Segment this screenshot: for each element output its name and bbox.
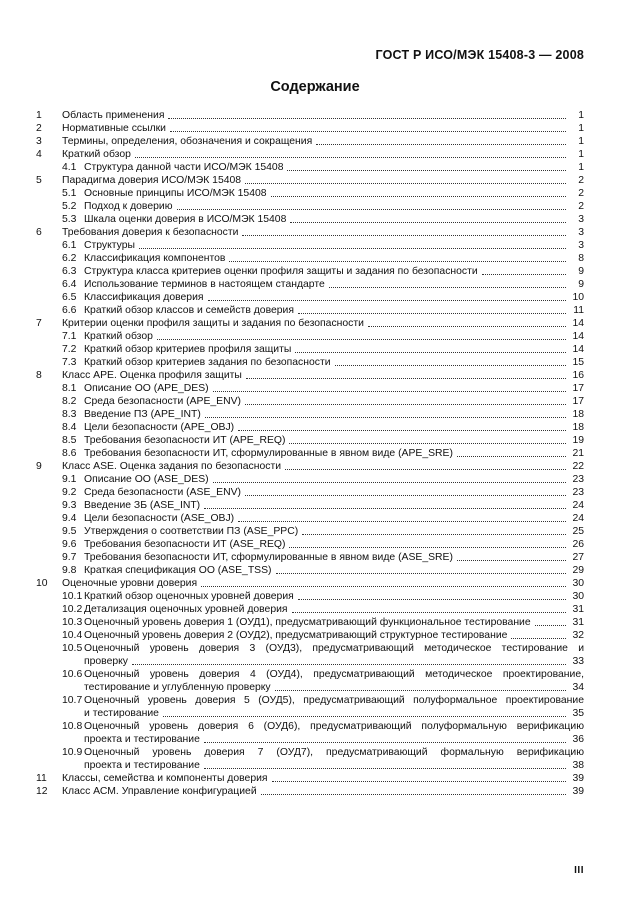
toc-dot-leader xyxy=(302,534,566,535)
toc-entry[interactable] xyxy=(36,148,584,161)
toc-entry[interactable] xyxy=(36,122,584,135)
toc-entry[interactable] xyxy=(36,473,584,486)
toc-entry-label: Классификация компонентов xyxy=(84,253,226,264)
toc-dot-leader xyxy=(163,716,566,717)
toc-entry-line xyxy=(62,655,584,668)
toc-entry-page: 8 xyxy=(578,253,584,264)
toc-entry-page: 23 xyxy=(572,474,584,485)
toc-entry-number: 9.8 xyxy=(62,565,77,576)
toc-entry-number: 10.7 xyxy=(62,695,83,706)
toc-entry[interactable] xyxy=(36,616,584,629)
toc-dot-leader xyxy=(289,547,566,548)
toc-entry-label: Классы, семейства и компоненты доверия xyxy=(62,773,268,784)
toc-entry-number: 7 xyxy=(36,318,42,329)
toc-entry[interactable] xyxy=(36,447,584,460)
toc-entry-label: Класс АРЕ. Оценка профиля защиты xyxy=(62,370,242,381)
toc-entry-number: 3 xyxy=(36,136,42,147)
toc-entry-page: 31 xyxy=(572,617,584,628)
toc-entry-number: 5.1 xyxy=(62,188,77,199)
toc-entry-page: 1 xyxy=(578,162,584,173)
toc-dot-leader xyxy=(290,222,566,223)
toc-dot-leader xyxy=(132,664,566,665)
toc-entry[interactable] xyxy=(36,421,584,434)
toc-entry-line xyxy=(62,746,584,759)
toc-dot-leader xyxy=(245,495,566,496)
toc-entry[interactable] xyxy=(36,746,584,772)
toc-entry-label: Класс ASE. Оценка задания по безопасности xyxy=(62,461,282,472)
toc-entry-page: 30 xyxy=(572,591,584,602)
toc-entry-label: Требования доверия к безопасности xyxy=(62,227,239,238)
toc-dot-leader xyxy=(170,131,566,132)
toc-entry[interactable] xyxy=(36,434,584,447)
toc-entry-line xyxy=(62,668,584,681)
toc-entry[interactable] xyxy=(36,486,584,499)
toc-entry-page: 21 xyxy=(572,448,584,459)
toc-entry[interactable] xyxy=(36,356,584,369)
toc-entry[interactable] xyxy=(36,239,584,252)
toc-entry-page: 29 xyxy=(572,565,584,576)
toc-entry[interactable] xyxy=(36,382,584,395)
toc-entry-number: 10.8 xyxy=(62,721,83,732)
toc-entry-number: 9.5 xyxy=(62,526,77,537)
toc-entry[interactable] xyxy=(36,538,584,551)
toc-dot-leader xyxy=(177,209,567,210)
toc-dot-leader xyxy=(246,378,566,379)
toc-entry-number: 4 xyxy=(36,149,42,160)
toc-entry-line xyxy=(62,642,584,655)
toc-entry-page: 14 xyxy=(572,344,584,355)
toc-entry-page: 9 xyxy=(578,279,584,290)
toc-entry-label: Цели безопасности (ASE_OBJ) xyxy=(84,513,235,524)
toc-entry-page: 39 xyxy=(572,773,584,784)
toc-dot-leader xyxy=(213,391,566,392)
toc-entry[interactable] xyxy=(36,629,584,642)
toc-entry-page: 26 xyxy=(572,539,584,550)
toc-entry-number: 8.2 xyxy=(62,396,77,407)
toc-entry[interactable] xyxy=(36,161,584,174)
toc-entry[interactable] xyxy=(36,590,584,603)
toc-dot-leader xyxy=(276,573,567,574)
toc-dot-leader xyxy=(261,794,566,795)
toc-entry-page: 19 xyxy=(572,435,584,446)
toc-entry-line xyxy=(62,720,584,733)
toc-entry[interactable] xyxy=(36,330,584,343)
toc-entry-number: 8.6 xyxy=(62,448,77,459)
toc-entry[interactable] xyxy=(36,226,584,239)
toc-entry-label: Требования безопасности ИТ, сформулированные в явном виде (ASE_SRE) xyxy=(84,552,453,563)
toc-dot-leader xyxy=(368,326,566,327)
toc-dot-leader xyxy=(245,404,566,405)
toc-dot-leader xyxy=(213,482,566,483)
toc-entry-number: 5 xyxy=(36,175,42,186)
toc-entry-label: Краткий обзор критериев задания по безопасности xyxy=(84,357,331,368)
toc-dot-leader xyxy=(298,313,566,314)
toc-entry[interactable] xyxy=(36,512,584,525)
toc-entry-label: Нормативные ссылки xyxy=(62,123,166,134)
toc-entry-label: Краткий обзор xyxy=(62,149,131,160)
toc-dot-leader xyxy=(245,183,566,184)
toc-entry-page: 3 xyxy=(578,240,584,251)
toc-entry-page: 11 xyxy=(573,305,584,316)
toc-entry[interactable] xyxy=(36,460,584,473)
toc-entry-page: 17 xyxy=(572,396,584,407)
toc-dot-leader xyxy=(201,586,566,587)
toc-entry-page: 14 xyxy=(572,331,584,342)
toc-entry-line xyxy=(62,681,584,694)
toc-entry[interactable] xyxy=(36,785,584,798)
toc-dot-leader xyxy=(204,508,566,509)
toc-entry-page: 3 xyxy=(578,227,584,238)
toc-entry-number: 6.3 xyxy=(62,266,77,277)
toc-entry-number: 6.6 xyxy=(62,305,77,316)
toc-entry[interactable] xyxy=(36,603,584,616)
toc-dot-leader xyxy=(285,469,566,470)
toc-title: Содержание xyxy=(270,79,360,95)
toc-entry-page: 18 xyxy=(572,422,584,433)
toc-entry-number: 8.3 xyxy=(62,409,77,420)
toc-entry[interactable] xyxy=(36,642,584,668)
toc-entry-label: Оценочный уровень доверия 4 (ОУД4), предусматривающий методическое проектирование, xyxy=(84,669,584,680)
toc-entry-label: Структура класса критериев оценки профиля защиты и задания по безопасности xyxy=(84,266,478,277)
toc-entry-label: Оценочный уровень доверия 5 (ОУД5), предусматривающий полуформальное проектирование xyxy=(84,695,584,706)
toc-entry-label: Цели безопасности (APE_OBJ) xyxy=(84,422,235,433)
toc-entry-label: Описание ОО (ASE_DES) xyxy=(84,474,209,485)
toc-entry-number: 6.5 xyxy=(62,292,77,303)
toc-entry-number: 9.4 xyxy=(62,513,77,524)
toc-entry[interactable] xyxy=(36,525,584,538)
toc-entry-page: 14 xyxy=(572,318,584,329)
toc-entry-number: 10.9 xyxy=(62,747,83,758)
toc-entry[interactable] xyxy=(36,577,584,590)
toc-entry-page: 15 xyxy=(572,357,584,368)
toc-entry-number: 9 xyxy=(36,461,42,472)
toc-entry-label: Краткий обзор классов и семейств доверия xyxy=(84,305,294,316)
toc-entry-label: Структуры xyxy=(84,240,135,251)
toc-entry-number: 6.1 xyxy=(62,240,77,251)
toc-entry-label: Область применения xyxy=(62,110,165,121)
toc-entry-page: 10 xyxy=(572,292,584,303)
toc-entry[interactable] xyxy=(36,772,584,785)
toc-entry-label: Оценочный уровень доверия 6 (ОУД6), предусматривающий полуформальную верификацию xyxy=(84,721,584,732)
toc-entry-page: 2 xyxy=(578,188,584,199)
toc-entry-number: 10 xyxy=(36,578,48,589)
toc-dot-leader xyxy=(204,742,566,743)
toc-entry-page: 1 xyxy=(578,110,584,121)
toc-entry[interactable] xyxy=(36,265,584,278)
toc-entry[interactable] xyxy=(36,278,584,291)
toc-entry-label: Подход к доверию xyxy=(84,201,173,212)
toc-entry-number: 9.3 xyxy=(62,500,77,511)
toc-entry-label: Классификация доверия xyxy=(84,292,204,303)
toc-dot-leader xyxy=(335,365,566,366)
toc-entry[interactable] xyxy=(36,694,584,720)
toc-entry-label: Среда безопасности (APE_ENV) xyxy=(84,396,241,407)
toc-entry-number: 10.2 xyxy=(62,604,83,615)
toc-entry-number: 9.2 xyxy=(62,487,77,498)
toc-entry-line xyxy=(62,707,584,720)
toc-dot-leader xyxy=(157,339,566,340)
toc-entry-label: Критерии оценки профиля защиты и задания по безопасности xyxy=(62,318,364,329)
toc-entry[interactable] xyxy=(36,668,584,694)
toc-entry-page: 38 xyxy=(572,760,584,771)
toc-dot-leader xyxy=(292,612,566,613)
toc-dot-leader xyxy=(275,690,566,691)
toc-entry[interactable] xyxy=(36,499,584,512)
toc-entry-number: 10.6 xyxy=(62,669,83,680)
toc-entry-number: 7.1 xyxy=(62,331,77,342)
toc-entry[interactable] xyxy=(36,213,584,226)
toc-entry-label: Оценочные уровни доверия xyxy=(62,578,198,589)
toc-entry-number: 6 xyxy=(36,227,42,238)
toc-entry-number: 7.2 xyxy=(62,344,77,355)
toc-dot-leader xyxy=(329,287,566,288)
toc-dot-leader xyxy=(139,248,566,249)
toc-entry-number: 8.5 xyxy=(62,435,77,446)
toc-entry-label: Структура данной части ИСО/МЭК 15408 xyxy=(84,162,284,173)
toc-entry-label-continued: и тестирование xyxy=(84,708,159,719)
toc-entry-label: Требования безопасности ИТ, сформулированные в явном виде (APE_SRE) xyxy=(84,448,453,459)
toc-entry[interactable] xyxy=(36,317,584,330)
toc-dot-leader xyxy=(482,274,566,275)
toc-entry[interactable] xyxy=(36,369,584,382)
toc-dot-leader xyxy=(289,443,566,444)
toc-entry-label: Требования безопасности ИТ (APE_REQ) xyxy=(84,435,286,446)
toc-entry-number: 1 xyxy=(36,110,42,121)
toc-entry-label: Описание ОО (APE_DES) xyxy=(84,383,209,394)
toc-entry-label: Краткий обзор критериев профиля защиты xyxy=(84,344,292,355)
toc-dot-leader xyxy=(271,196,566,197)
toc-entry-number: 6.2 xyxy=(62,253,77,264)
toc-entry-label-continued: проекта и тестирование xyxy=(84,760,200,771)
toc-dot-leader xyxy=(168,118,566,119)
toc-entry-page: 39 xyxy=(572,786,584,797)
toc-entry[interactable] xyxy=(36,564,584,577)
toc-entry-page: 25 xyxy=(572,526,584,537)
document-header: ГОСТ Р ИСО/МЭК 15408-3 — 2008 xyxy=(375,48,584,62)
toc-entry[interactable] xyxy=(36,187,584,200)
toc-entry-label: Краткий обзор xyxy=(84,331,153,342)
toc-entry-number: 12 xyxy=(36,786,48,797)
toc-entry-number: 10.5 xyxy=(62,643,83,654)
toc-entry[interactable] xyxy=(36,720,584,746)
toc-entry-label: Введение ПЗ (APE_INT) xyxy=(84,409,201,420)
toc-entry[interactable] xyxy=(36,135,584,148)
toc-entry-line xyxy=(62,694,584,707)
toc-entry-label-continued: проекта и тестирование xyxy=(84,734,200,745)
toc-entry-label: Парадигма доверия ИСО/МЭК 15408 xyxy=(62,175,242,186)
toc-entry-page: 1 xyxy=(578,149,584,160)
toc-entry-label: Шкала оценки доверия в ИСО/МЭК 15408 xyxy=(84,214,287,225)
toc-entry-line xyxy=(62,733,584,746)
toc-entry[interactable] xyxy=(36,174,584,187)
toc-entry-label: Краткий обзор оценочных уровней доверия xyxy=(84,591,294,602)
toc-dot-leader xyxy=(238,430,566,431)
toc-entry[interactable] xyxy=(36,109,584,122)
toc-entry-page: 36 xyxy=(572,734,584,745)
toc-entry-page: 33 xyxy=(572,656,584,667)
table-of-contents xyxy=(36,109,584,798)
toc-entry-number: 9.6 xyxy=(62,539,77,550)
toc-entry-number: 10.1 xyxy=(62,591,83,602)
toc-entry[interactable] xyxy=(36,343,584,356)
toc-entry-number: 8.1 xyxy=(62,383,77,394)
page-number: III xyxy=(574,865,584,876)
toc-entry-label: Использование терминов в настоящем стандарте xyxy=(84,279,325,290)
toc-entry-label: Требования безопасности ИТ (ASE_REQ) xyxy=(84,539,286,550)
toc-entry-page: 30 xyxy=(572,578,584,589)
toc-entry-page: 34 xyxy=(572,682,584,693)
toc-entry[interactable] xyxy=(36,252,584,265)
toc-entry-number: 2 xyxy=(36,123,42,134)
toc-entry-page: 24 xyxy=(572,513,584,524)
toc-entry-label: Оценочный уровень доверия 1 (ОУД1), предусматривающий функциональное тестирование xyxy=(84,617,531,628)
toc-entry[interactable] xyxy=(36,304,584,317)
toc-entry[interactable] xyxy=(36,551,584,564)
toc-entry-label-continued: тестирование и углубленную проверку xyxy=(84,682,271,693)
toc-entry-number: 7.3 xyxy=(62,357,77,368)
toc-entry-label: Термины, определения, обозначения и сокращения xyxy=(62,136,313,147)
toc-entry-number: 5.3 xyxy=(62,214,77,225)
toc-dot-leader xyxy=(272,781,566,782)
toc-dot-leader xyxy=(205,417,566,418)
toc-entry-label-continued: проверку xyxy=(84,656,129,667)
toc-entry-page: 32 xyxy=(572,630,584,641)
toc-entry-page: 16 xyxy=(572,370,584,381)
toc-entry-label: Утверждения о соответствии ПЗ (ASE_PPC) xyxy=(84,526,299,537)
toc-dot-leader xyxy=(457,560,566,561)
toc-entry-page: 17 xyxy=(572,383,584,394)
toc-entry-label: Основные принципы ИСО/МЭК 15408 xyxy=(84,188,267,199)
toc-entry-number: 9.7 xyxy=(62,552,77,563)
toc-entry-label: Оценочный уровень доверия 2 (ОУД2), предусматривающий структурное тестирование xyxy=(84,630,508,641)
toc-dot-leader xyxy=(229,261,566,262)
toc-entry-page: 24 xyxy=(572,500,584,511)
toc-entry-page: 2 xyxy=(578,201,584,212)
toc-entry-page: 2 xyxy=(578,175,584,186)
toc-entry-number: 8 xyxy=(36,370,42,381)
toc-entry-number: 10.3 xyxy=(62,617,83,628)
toc-entry-page: 31 xyxy=(572,604,584,615)
toc-dot-leader xyxy=(208,300,567,301)
toc-entry-label: Введение ЗБ (ASE_INT) xyxy=(84,500,201,511)
toc-entry-label: Детализация оценочных уровней доверия xyxy=(84,604,288,615)
toc-entry[interactable] xyxy=(36,395,584,408)
toc-entry-label: Класс АСМ. Управление конфигурацией xyxy=(62,786,257,797)
toc-entry-number: 6.4 xyxy=(62,279,77,290)
toc-entry-label: Краткая спецификация ОО (ASE_TSS) xyxy=(84,565,272,576)
toc-entry-number: 4.1 xyxy=(62,162,77,173)
toc-entry-number: 10.4 xyxy=(62,630,83,641)
toc-dot-leader xyxy=(238,521,566,522)
toc-dot-leader xyxy=(135,157,566,158)
toc-entry-line xyxy=(62,759,584,772)
toc-dot-leader xyxy=(316,144,566,145)
toc-entry-page: 1 xyxy=(578,123,584,134)
toc-entry-number: 8.4 xyxy=(62,422,77,433)
toc-dot-leader xyxy=(295,352,566,353)
toc-entry-label: Среда безопасности (ASE_ENV) xyxy=(84,487,241,498)
toc-entry-number: 5.2 xyxy=(62,201,77,212)
toc-entry-page: 22 xyxy=(572,461,584,472)
toc-entry-page: 9 xyxy=(578,266,584,277)
toc-dot-leader xyxy=(535,625,566,626)
toc-dot-leader xyxy=(298,599,566,600)
toc-dot-leader xyxy=(457,456,566,457)
toc-entry-number: 9.1 xyxy=(62,474,77,485)
toc-entry-page: 18 xyxy=(572,409,584,420)
toc-entry-label: Оценочный уровень доверия 7 (ОУД7), предусматривающий формальную верификацию xyxy=(84,747,584,758)
toc-entry-label: Оценочный уровень доверия 3 (ОУД3), предусматривающий методическое тестирование и xyxy=(84,643,584,654)
toc-entry-page: 1 xyxy=(578,136,584,147)
toc-entry-number: 11 xyxy=(36,773,47,784)
toc-entry-page: 3 xyxy=(578,214,584,225)
toc-entry-page: 35 xyxy=(572,708,584,719)
toc-entry-page: 23 xyxy=(572,487,584,498)
toc-dot-leader xyxy=(287,170,566,171)
toc-dot-leader xyxy=(204,768,566,769)
toc-entry-page: 27 xyxy=(572,552,584,563)
toc-entry[interactable] xyxy=(36,408,584,421)
toc-entry[interactable] xyxy=(36,200,584,213)
toc-dot-leader xyxy=(511,638,566,639)
toc-dot-leader xyxy=(242,235,566,236)
toc-entry[interactable] xyxy=(36,291,584,304)
